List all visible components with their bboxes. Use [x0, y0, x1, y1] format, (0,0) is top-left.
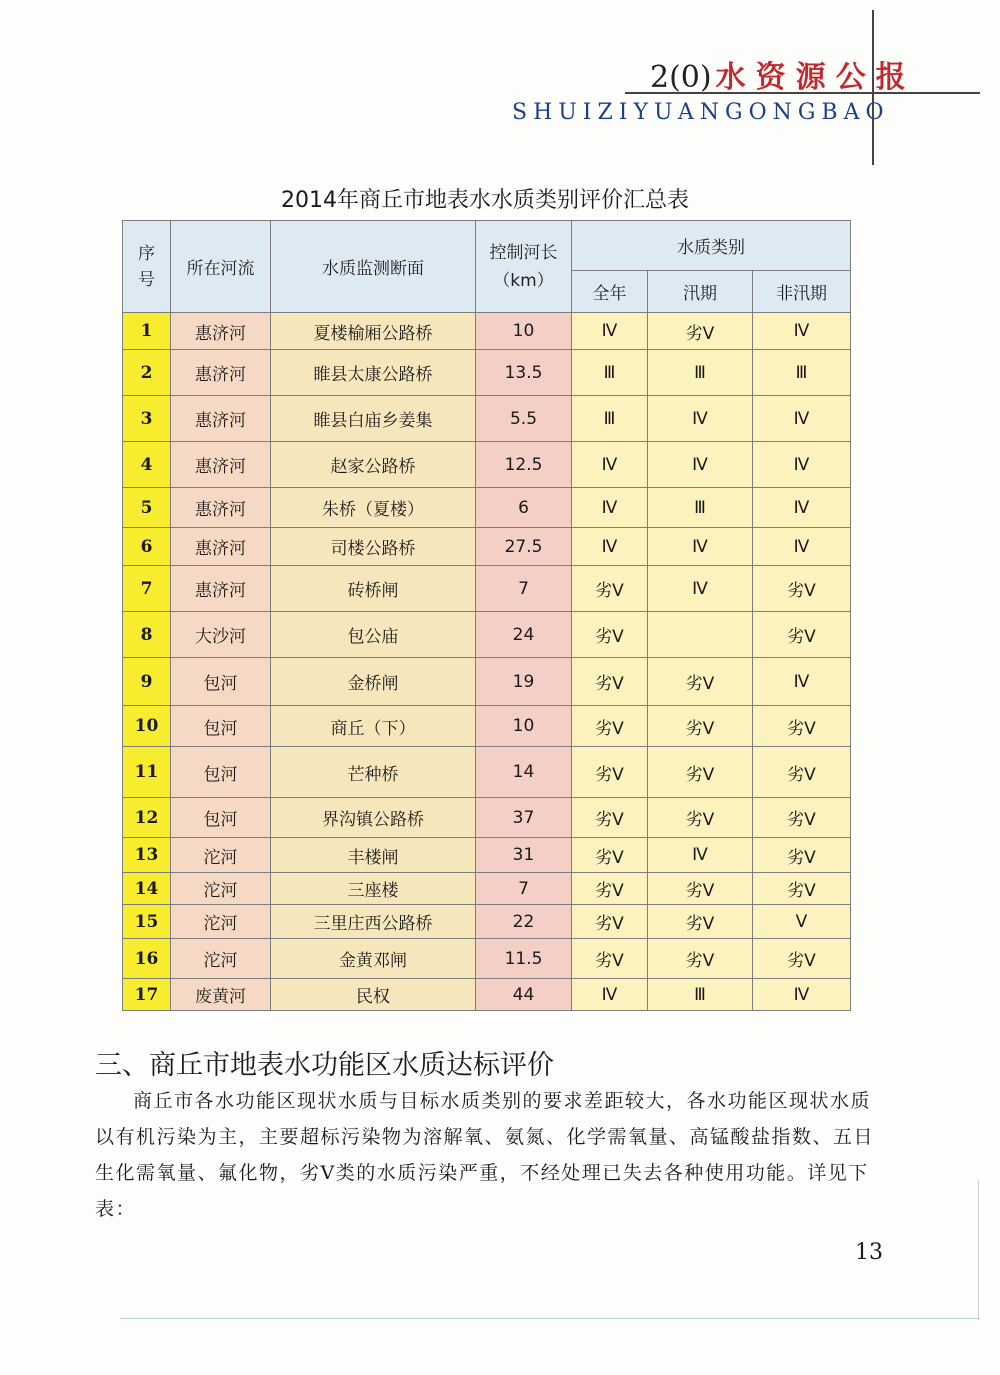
header-flood: 汛期 — [648, 271, 753, 313]
cell-length: 44 — [476, 979, 572, 1011]
cell-flood: 劣Ⅴ — [648, 873, 753, 905]
section-paragraph: 商丘市各水功能区现状水质与目标水质类别的要求差距较大，各水功能区现状水质以有机污染为主，主要超标污染物为溶解氧、氨氮、化学需氧量、高锰酸盐指数、五日生化需氧量、氟化物，劣Ⅴ类的水质污染严重，不经处理已失去各种使用功能。详见下表： — [95, 1090, 875, 1220]
cell-no: 11 — [123, 747, 171, 798]
cell-no: 5 — [123, 488, 171, 528]
cell-flood: 劣Ⅴ — [648, 747, 753, 798]
table-row — [123, 873, 851, 905]
header-pinyin: SHUIZIYUANGONGBAO — [512, 100, 890, 125]
cell-nonflood: Ⅳ — [753, 979, 851, 1011]
cell-site: 三里庄西公路桥 — [271, 905, 476, 939]
cell-river: 惠济河 — [171, 528, 271, 566]
cell-flood: 劣Ⅴ — [648, 658, 753, 706]
cell-nonflood: Ⅳ — [753, 442, 851, 488]
table-row — [123, 396, 851, 442]
cell-river: 包河 — [171, 658, 271, 706]
cell-river: 包河 — [171, 798, 271, 838]
table-row — [123, 313, 851, 350]
header-length: 控制河长（km） — [476, 221, 572, 313]
header-river: 所在河流 — [171, 221, 271, 313]
cell-flood: 劣Ⅴ — [648, 905, 753, 939]
cell-no: 2 — [123, 350, 171, 396]
cell-no: 8 — [123, 612, 171, 658]
cell-site: 砖桥闸 — [271, 566, 476, 612]
cell-flood: 劣Ⅴ — [648, 939, 753, 979]
table-row — [123, 798, 851, 838]
cell-no: 1 — [123, 313, 171, 350]
table-row — [123, 442, 851, 488]
cell-year: Ⅲ — [572, 350, 648, 396]
cell-length: 22 — [476, 905, 572, 939]
cell-nonflood: Ⅳ — [753, 488, 851, 528]
header-nonflood: 非汛期 — [753, 271, 851, 313]
header-no: 序号 — [123, 221, 171, 313]
cell-year: 劣Ⅴ — [572, 706, 648, 747]
table-row — [123, 658, 851, 706]
cell-site: 丰楼闸 — [271, 838, 476, 873]
cell-length: 11.5 — [476, 939, 572, 979]
cell-river: 沱河 — [171, 873, 271, 905]
cell-flood: Ⅲ — [648, 488, 753, 528]
cell-nonflood: Ⅳ — [753, 528, 851, 566]
header-title — [650, 52, 916, 96]
cell-year: Ⅳ — [572, 528, 648, 566]
cell-length: 24 — [476, 612, 572, 658]
table-row — [123, 747, 851, 798]
cell-length: 10 — [476, 313, 572, 350]
table-row — [123, 612, 851, 658]
cell-river: 惠济河 — [171, 488, 271, 528]
cell-length: 31 — [476, 838, 572, 873]
cell-no: 4 — [123, 442, 171, 488]
cell-river: 沱河 — [171, 838, 271, 873]
cell-year: Ⅲ — [572, 396, 648, 442]
cell-nonflood: Ⅲ — [753, 350, 851, 396]
cell-site: 睢县白庙乡姜集 — [271, 396, 476, 442]
cell-nonflood: 劣Ⅴ — [753, 873, 851, 905]
cell-year: 劣Ⅴ — [572, 939, 648, 979]
cell-river: 废黄河 — [171, 979, 271, 1011]
footer-rule — [120, 1318, 980, 1319]
cell-flood: Ⅳ — [648, 396, 753, 442]
cell-length: 5.5 — [476, 396, 572, 442]
section-title: 三、商丘市地表水功能区水质达标评价 — [95, 1050, 554, 1081]
cell-length: 13.5 — [476, 350, 572, 396]
cell-year: Ⅳ — [572, 442, 648, 488]
cell-site: 夏楼榆厢公路桥 — [271, 313, 476, 350]
cell-year: 劣Ⅴ — [572, 798, 648, 838]
cell-no: 6 — [123, 528, 171, 566]
cell-year: 劣Ⅴ — [572, 747, 648, 798]
cell-flood: Ⅳ — [648, 442, 753, 488]
table-title: 2014年商丘市地表水水质类别评价汇总表 — [281, 188, 689, 213]
cell-river: 大沙河 — [171, 612, 271, 658]
cell-site: 金桥闸 — [271, 658, 476, 706]
cell-length: 6 — [476, 488, 572, 528]
table-row — [123, 905, 851, 939]
cell-site: 包公庙 — [271, 612, 476, 658]
table-row — [123, 488, 851, 528]
cell-flood: 劣Ⅴ — [648, 313, 753, 350]
cell-year: 劣Ⅴ — [572, 658, 648, 706]
cell-river: 沱河 — [171, 905, 271, 939]
cell-river: 惠济河 — [171, 442, 271, 488]
cell-nonflood: 劣Ⅴ — [753, 566, 851, 612]
cell-site: 睢县太康公路桥 — [271, 350, 476, 396]
cell-flood: 劣Ⅴ — [648, 798, 753, 838]
cell-site: 三座楼 — [271, 873, 476, 905]
cell-site: 芒种桥 — [271, 747, 476, 798]
header-site: 水质监测断面 — [271, 221, 476, 313]
cell-flood: Ⅲ — [648, 979, 753, 1011]
cell-length: 37 — [476, 798, 572, 838]
table-row — [123, 838, 851, 873]
cell-length: 10 — [476, 706, 572, 747]
table-row — [123, 566, 851, 612]
cell-year: 劣Ⅴ — [572, 873, 648, 905]
cell-nonflood: Ⅴ — [753, 905, 851, 939]
cell-flood: 劣Ⅴ — [648, 706, 753, 747]
cell-nonflood: Ⅳ — [753, 313, 851, 350]
table-row — [123, 350, 851, 396]
cell-year: 劣Ⅴ — [572, 838, 648, 873]
header-year-mark: 2(0) — [650, 60, 712, 95]
table-row — [123, 528, 851, 566]
header-year: 全年 — [572, 271, 648, 313]
cell-nonflood: 劣Ⅴ — [753, 939, 851, 979]
cell-year: 劣Ⅴ — [572, 612, 648, 658]
cell-flood: Ⅳ — [648, 528, 753, 566]
table-row — [123, 939, 851, 979]
cell-no: 12 — [123, 798, 171, 838]
cell-site: 金黄邓闸 — [271, 939, 476, 979]
cell-no: 17 — [123, 979, 171, 1011]
cell-year: Ⅳ — [572, 313, 648, 350]
cell-site: 朱桥（夏楼） — [271, 488, 476, 528]
cell-flood: Ⅳ — [648, 838, 753, 873]
table-row — [123, 979, 851, 1011]
cell-length: 27.5 — [476, 528, 572, 566]
cell-length: 7 — [476, 566, 572, 612]
cell-flood: Ⅳ — [648, 566, 753, 612]
cell-length: 14 — [476, 747, 572, 798]
cell-nonflood: 劣Ⅴ — [753, 838, 851, 873]
cell-river: 沱河 — [171, 939, 271, 979]
cell-river: 包河 — [171, 747, 271, 798]
cell-length: 12.5 — [476, 442, 572, 488]
cell-river: 惠济河 — [171, 313, 271, 350]
cell-no: 3 — [123, 396, 171, 442]
cell-nonflood: 劣Ⅴ — [753, 747, 851, 798]
header-class-group: 水质类别 — [572, 221, 851, 271]
cell-site: 商丘（下） — [271, 706, 476, 747]
cell-year: Ⅳ — [572, 488, 648, 528]
cell-no: 10 — [123, 706, 171, 747]
table-body — [123, 313, 851, 1011]
cell-no: 7 — [123, 566, 171, 612]
cell-nonflood: 劣Ⅴ — [753, 798, 851, 838]
cell-year: 劣Ⅴ — [572, 566, 648, 612]
cell-nonflood: Ⅳ — [753, 396, 851, 442]
cell-nonflood: 劣Ⅴ — [753, 706, 851, 747]
cell-nonflood: 劣Ⅴ — [753, 612, 851, 658]
cell-length: 7 — [476, 873, 572, 905]
water-quality-table — [122, 220, 851, 1011]
cell-site: 赵家公路桥 — [271, 442, 476, 488]
cell-river: 惠济河 — [171, 396, 271, 442]
cell-no: 14 — [123, 873, 171, 905]
cell-site: 民权 — [271, 979, 476, 1011]
cell-flood — [648, 612, 753, 658]
page-number: 13 — [855, 1240, 883, 1265]
cell-river: 包河 — [171, 706, 271, 747]
cell-no: 13 — [123, 838, 171, 873]
cell-nonflood: Ⅳ — [753, 658, 851, 706]
header-title-text: 水资源公报 — [715, 60, 916, 95]
cell-flood: Ⅲ — [648, 350, 753, 396]
cell-site: 界沟镇公路桥 — [271, 798, 476, 838]
cell-no: 15 — [123, 905, 171, 939]
edge-rule — [978, 1180, 979, 1320]
cell-site: 司楼公路桥 — [271, 528, 476, 566]
table-row — [123, 706, 851, 747]
cell-length: 19 — [476, 658, 572, 706]
cell-no: 9 — [123, 658, 171, 706]
cell-river: 惠济河 — [171, 566, 271, 612]
cell-no: 16 — [123, 939, 171, 979]
cell-year: Ⅳ — [572, 979, 648, 1011]
cell-year: 劣Ⅴ — [572, 905, 648, 939]
cell-river: 惠济河 — [171, 350, 271, 396]
